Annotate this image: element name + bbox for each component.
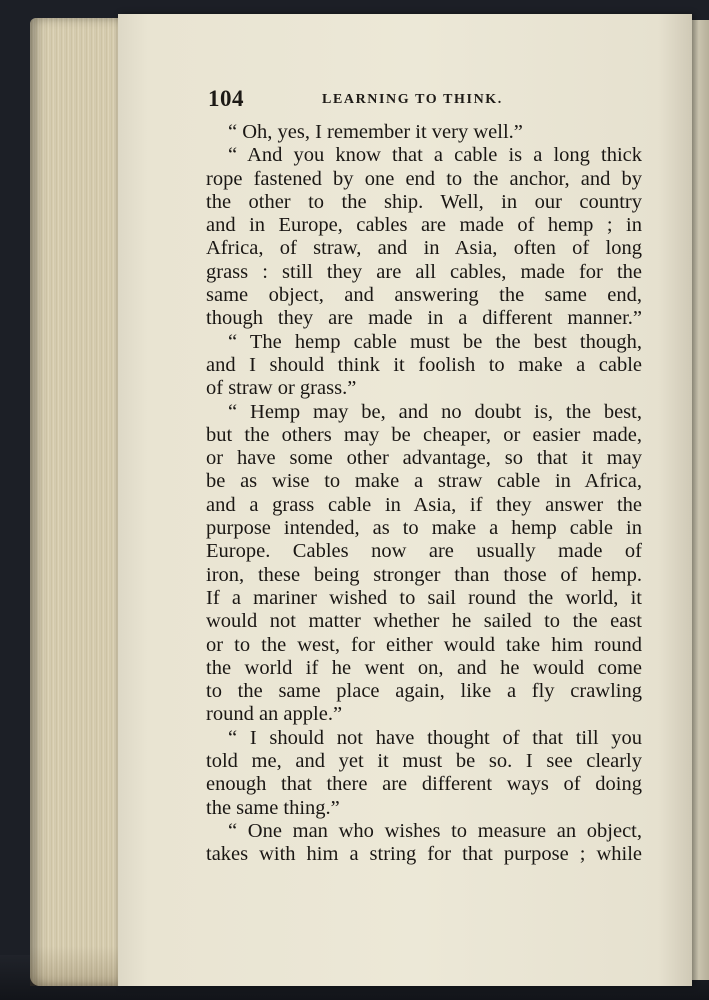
text-line: “ Oh, yes, I remember it very well.” (228, 121, 523, 143)
text-line: “ Hemp may be, and no doubt is, the best, (228, 400, 642, 423)
text-line: though they are made in a different manner.” (206, 307, 642, 330)
text-line: “ One man who wishes to measure an object, (228, 819, 642, 842)
running-head: LEARNING TO THINK. (322, 92, 503, 107)
text-line: to the same place again, like a fly crawling (206, 680, 642, 703)
text-line: the world if he went on, and he would come (206, 656, 642, 679)
text-line: or have some other advantage, so that it may (206, 447, 642, 470)
text-line: “ The hemp cable must be the best though, (228, 330, 642, 353)
text-line: same object, and answering the same end, (206, 284, 642, 307)
text-line: “ I should not have thought of that till you (228, 726, 642, 749)
text-line: Europe. Cables now are usually made of (206, 540, 642, 563)
text-line: “ And you know that a cable is a long thick (228, 144, 642, 167)
text-line: be as wise to make a straw cable in Africa, (206, 470, 642, 493)
page-header (208, 86, 618, 116)
text-line: the other to the ship. Well, in our country (206, 190, 642, 213)
text-line: and I should think it foolish to make a cable (206, 353, 642, 376)
text-line: the same thing.” (206, 796, 340, 819)
text-line: If a mariner wished to sail round the world, it (206, 586, 642, 609)
text-line: but the others may be cheaper, or easier made, (206, 423, 642, 446)
text-line: grass : still they are all cables, made for the (206, 260, 642, 283)
text-line: takes with him a string for that purpose ; while (206, 843, 642, 866)
page-number: 104 (208, 86, 244, 111)
text-line: round an apple.” (206, 703, 343, 726)
text-line: purpose intended, as to make a hemp cable in (206, 517, 642, 540)
text-line: and in Europe, cables are made of hemp ; in (206, 214, 642, 237)
text-line: and a grass cable in Asia, if they answer the (206, 493, 642, 516)
text-line: or to the west, for either would take him round (206, 633, 642, 656)
text-line: enough that there are different ways of doing (206, 773, 642, 796)
text-line: Africa, of straw, and in Asia, often of long (206, 237, 642, 260)
text-line: would not matter whether he sailed to the east (206, 610, 642, 633)
text-line: told me, and yet it must be so. I see clearly (206, 750, 642, 773)
facing-page-edge (692, 20, 709, 980)
text-line: rope fastened by one end to the anchor, and by (206, 167, 642, 190)
text-line: of straw or grass.” (206, 377, 357, 400)
body-text (206, 121, 642, 867)
text-line: iron, these being stronger than those of hemp. (206, 563, 642, 586)
